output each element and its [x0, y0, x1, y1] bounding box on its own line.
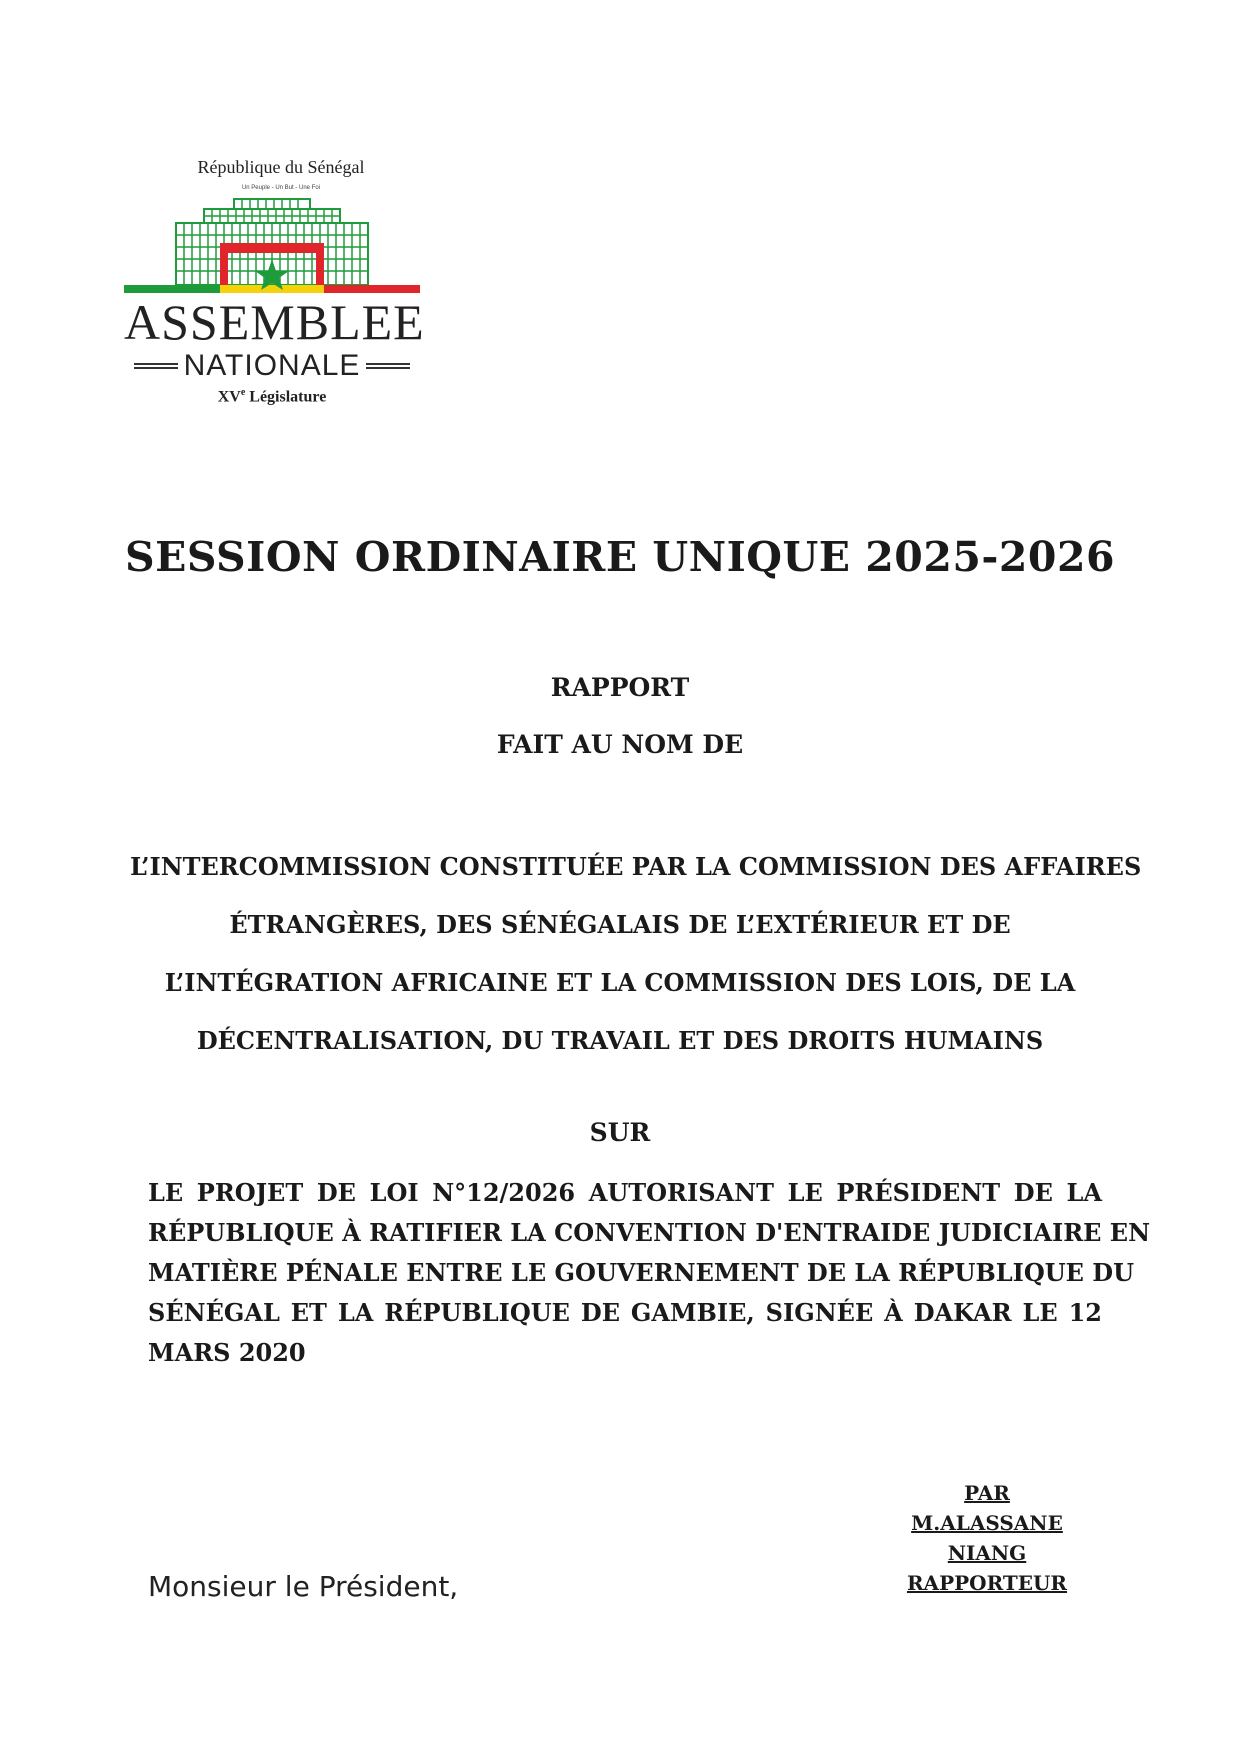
parliament-building-emblem — [124, 195, 420, 295]
projet-line: LE PROJET DE LOI N°12/2026 AUTORISANT LE PRÉSIDENT DE LA — [148, 1178, 1102, 1207]
legislature-ordinal: e — [240, 387, 246, 398]
intercommission-line: DÉCENTRALISATION, DU TRAVAIL ET DES DROITS HUMAINS — [196, 1026, 1044, 1055]
legislature-number: XV — [217, 388, 241, 406]
projet-de-loi-block — [148, 1173, 1151, 1373]
logo-nationale-text: NATIONALE — [183, 349, 361, 382]
assemblee-nationale-logo — [124, 155, 425, 415]
projet-line: MARS 2020 — [148, 1338, 306, 1367]
session-title: SESSION ORDINAIRE UNIQUE 2025-2026 — [124, 533, 1116, 581]
logo-legislature-text — [124, 387, 420, 406]
projet-line: SÉNÉGAL ET LA RÉPUBLIQUE DE GAMBIE, SIGNÉE À DAKAR LE 12 — [148, 1298, 1102, 1327]
legislature-word: Législature — [245, 388, 327, 406]
logo-republique-text: République du Sénégal — [197, 157, 365, 177]
rapport-heading: RAPPORT — [550, 673, 690, 702]
rapporteur-par: PAR — [964, 1481, 1010, 1505]
sur-heading: SUR — [589, 1118, 651, 1147]
projet-line: RÉPUBLIQUE À RATIFIER LA CONVENTION D'ENTRAIDE JUDICIAIRE EN — [148, 1218, 1151, 1247]
intercommission-block — [130, 838, 1142, 1070]
intercommission-line: ÉTRANGÈRES, DES SÉNÉGALAIS DE L’EXTÉRIEUR ET DE — [229, 910, 1011, 939]
projet-line: MATIÈRE PÉNALE ENTRE LE GOUVERNEMENT DE LA RÉPUBLIQUE DU — [148, 1258, 1135, 1287]
logo-rule-right — [366, 363, 410, 369]
logo-nationale-row — [124, 350, 420, 382]
intercommission-line: L’INTÉGRATION AFRICAINE ET LA COMMISSION DES LOIS, DE LA — [164, 968, 1076, 997]
rapporteur-title: RAPPORTEUR — [906, 1571, 1068, 1595]
rapporteur-name: M.ALASSANE NIANG — [911, 1511, 1063, 1565]
fait-au-nom-de-heading: FAIT AU NOM DE — [496, 730, 744, 759]
logo-assemblee-text: ASSEMBLEE — [124, 294, 425, 350]
logo-motto-text: Un Peuple - Un But - Une Foi — [241, 185, 321, 191]
rapporteur-block — [870, 1478, 1104, 1598]
logo-rule-left — [134, 363, 178, 369]
intercommission-line: L’INTERCOMMISSION CONSTITUÉE PAR LA COMMISSION DES AFFAIRES — [130, 852, 1142, 881]
salutation-text: Monsieur le Président, — [148, 1570, 459, 1603]
